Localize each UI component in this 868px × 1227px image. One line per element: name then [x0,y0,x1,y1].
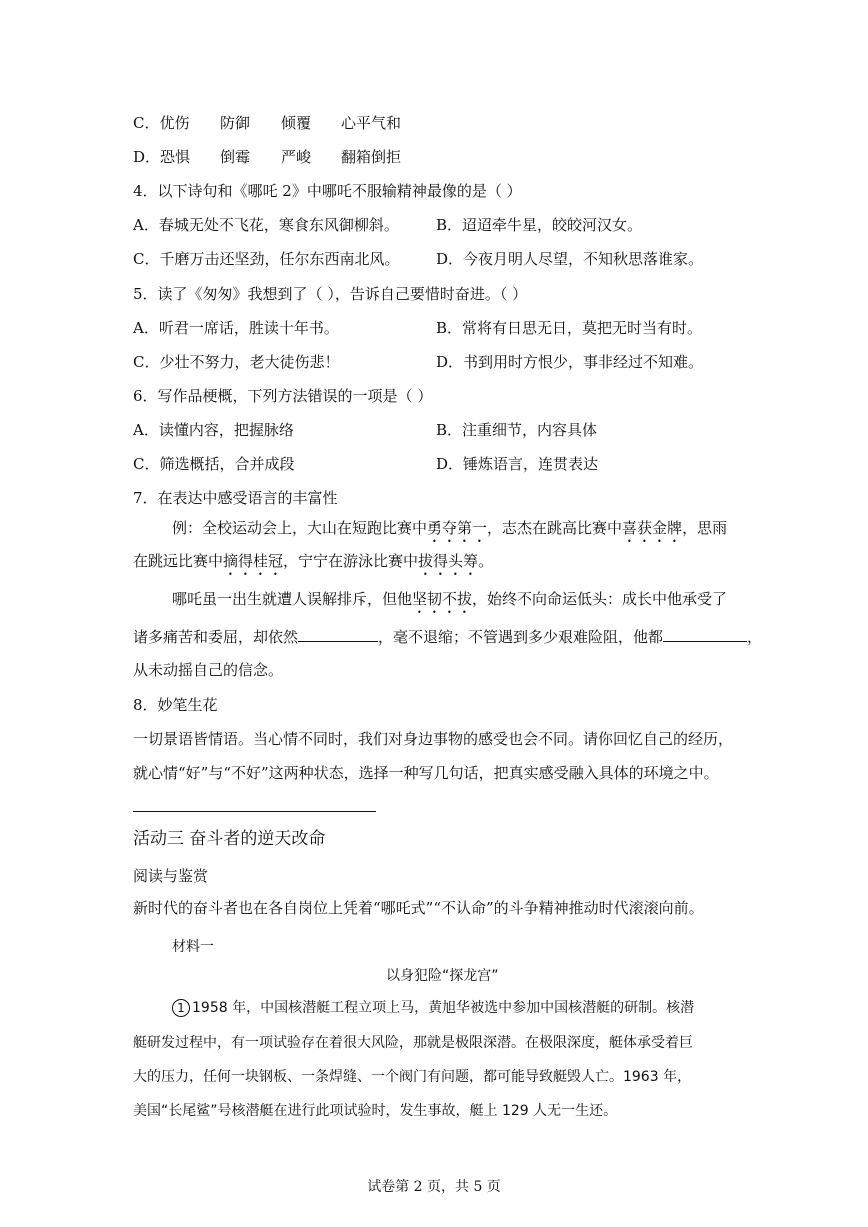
q5-option-b: B．常将有日思无日，莫把无时当有时。 [436,319,703,337]
q7-example-line2 [133,551,493,579]
q7-example-line1 [172,518,727,546]
material-label: 材料一 [172,939,214,955]
paragraph-number-1: 1 [172,999,190,1017]
q4-option-b: B．迢迢牵牛星，皎皎河汉女。 [436,216,643,234]
q7-ex2-emph1: 摘得桂冠 [223,552,284,570]
q7-p2-text-a: 诸多痛苦和委屈，却依然 [133,628,299,646]
article-line3: 大的压力，任何一块钢板、一条焊缝、一个阀门有问题，都可能导致艇毁人亡。1963 年， [133,1069,692,1085]
activity3-subtitle: 阅读与鉴赏 [133,867,209,885]
q7-ex1-text-c: ，思雨 [682,519,728,537]
q7-ex1-text-a: 例：全校运动会上，大山在短跑比赛中 [172,519,428,537]
q3-option-c-word3: 倾覆 [281,114,312,132]
article-line1 [172,998,694,1018]
q7-p2-text-b: ，毫不退缩；不管遇到多少艰难险阻，他都 [378,628,664,646]
q4-option-c: C．千磨万击还坚劲，任尔东西南北风。 [133,250,400,268]
q7-ex1-emph1: 勇夺第一 [427,519,488,537]
q4-option-a: A．春城无处不飞花，寒食东风御柳斜。 [133,216,399,234]
q3-option-c-word4: 心平气和 [341,114,402,132]
q7-blank-2[interactable] [663,625,747,642]
q7-paragraph-line2 [133,625,762,647]
q3-option-d-label: D．恐惧 [133,148,191,166]
q4-option-d: D．今夜月明人尽望，不知秋思落谁家。 [436,250,704,268]
q5-option-d: D．书到用时方恨少，事非经过不知难。 [436,353,704,371]
q5-option-c: C．少壮不努力，老大徒伤悲！ [133,353,340,371]
q7-paragraph-line3: 从未动摇自己的信念。 [133,661,284,679]
q3-option-d-word4: 翻箱倒拒 [341,148,402,166]
q7-title: 7．在表达中感受语言的丰富性 [133,489,338,507]
q7-ex2-text-b: ，宁宁在游泳比赛中 [283,552,419,570]
q7-blank-1[interactable] [298,625,378,642]
q3-option-d-word2: 倒霉 [220,148,251,166]
article-line2: 艇研发过程中，有一项试验存在着很大风险，那就是极限深潜。在极限深度，艇体承受着巨 [133,1035,693,1051]
activity3-intro: 新时代的奋斗者也在各自岗位上凭着“哪吒式”“不认命”的斗争精神推动时代滚滚向前。 [133,899,704,917]
q7-p1-emph: 坚韧不拔 [412,590,473,608]
activity3-title: 活动三 奋斗者的逆天改命 [133,829,326,849]
q6-stem: 6．写作品梗概，下列方法错误的一项是（ ） [133,387,433,405]
q7-paragraph-line1 [172,589,727,617]
q7-ex1-emph2: 喜获金牌 [622,519,683,537]
article-line4: 美国“长尾鲨”号核潜艇在进行此项试验时，发生事故，艇上 129 人无一生还。 [133,1103,618,1119]
answer-line[interactable] [133,811,376,812]
q6-option-b: B．注重细节，内容具体 [436,421,598,439]
q7-ex2-emph2: 拔得头筹 [418,552,479,570]
article-title: 以身犯险“探龙宫” [386,968,499,984]
q5-stem: 5．读了《匆匆》我想到了（ ），告诉自己要惜时奋进。（ ） [133,285,528,303]
q6-option-d: D．锤炼语言，连贯表达 [436,455,599,473]
q4-stem: 4．以下诗句和《哪吒 2》中哪吒不服输精神最像的是（ ） [133,182,522,200]
q7-p1-text-b: ，始终不向命运低头：成长中他承受了 [472,590,728,608]
article-line1-text: 1958 年，中国核潜艇工程立项上马，黄旭华被选中参加中国核潜艇的研制。核潜 [192,1000,695,1016]
q8-title: 8．妙笔生花 [133,696,218,714]
q3-option-d-word3: 严峻 [281,148,312,166]
q7-p1-text-a: 哪吒虽一出生就遭人误解排斥，但他 [172,590,413,608]
q8-prompt-line2: 就心情“好”与“不好”这两种状态，选择一种写几句话，把真实感受融入具体的环境之中。 [133,764,719,782]
q6-option-c: C．筛选概括，合并成段 [133,455,295,473]
q3-option-c-word2: 防御 [220,114,251,132]
q8-prompt-line1: 一切景语皆情语。当心情不同时，我们对身边事物的感受也会不同。请你回忆自己的经历， [133,730,734,748]
q6-option-a: A．读懂内容，把握脉络 [133,421,294,439]
q5-option-a: A．听君一席话，胜读十年书。 [133,319,339,337]
q7-ex1-text-b: ，志杰在跳高比赛中 [487,519,623,537]
q7-p2-text-c: ， [747,628,763,646]
q7-ex2-text-a: 在跳远比赛中 [133,552,224,570]
page-footer: 试卷第 2 页，共 5 页 [367,1179,501,1195]
q7-ex2-text-c: 。 [478,552,494,570]
q3-option-c-label: C．优伤 [133,114,190,132]
